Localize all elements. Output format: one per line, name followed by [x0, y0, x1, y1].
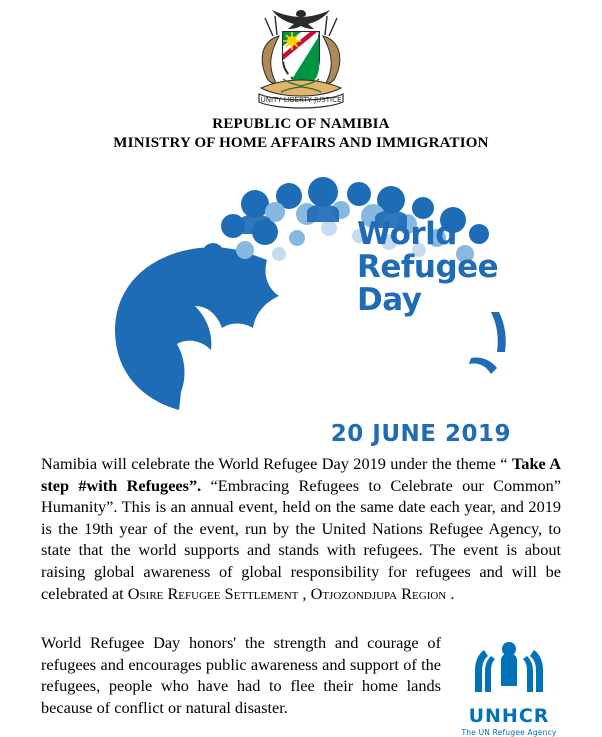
para1-theme-bold: Take A step #with Refugees”. [41, 454, 562, 495]
poster-title-line1: World [357, 216, 457, 252]
paragraph-two: World Refugee Day honors' the strength and courage of refugees and encourages public awareness and support of the refugees, people who have had to flee their home lands because of conflict or natural disaster. [41, 633, 441, 717]
bottom-section [41, 632, 561, 737]
svg-text:UNITY LIBERTY JUSTICE: UNITY LIBERTY JUSTICE [260, 96, 342, 104]
unhcr-hands-sheltering-person-icon [457, 636, 561, 703]
unhcr-logo [457, 632, 561, 737]
unhcr-wordmark: UNHCR [468, 705, 550, 728]
header-line-ministry: MINISTRY OF HOME AFFAIRS AND IMMIGRATION [113, 135, 489, 151]
crest-container [0, 0, 602, 114]
unhcr-tagline: The UN Refugee Agency [461, 728, 557, 737]
para1-segment-3: , [298, 583, 311, 603]
body-content [41, 453, 561, 604]
header-line-republic: REPUBLIC OF NAMIBIA [212, 116, 390, 132]
poster-title-line2: Refugee [357, 249, 499, 285]
paragraph-one [41, 453, 561, 604]
para1-place-settlement: Osire Refugee Settlement [127, 583, 299, 603]
poster-title-line3: Day [357, 282, 422, 318]
world-refugee-day-poster [67, 162, 535, 419]
para1-segment-1: Namibia will celebrate the World Refugee Day 2019 under the theme “ [41, 454, 512, 473]
para1-segment-4: . [446, 583, 455, 603]
event-date: 20 JUNE 2019 [330, 421, 511, 447]
poster-title [357, 218, 498, 317]
para1-place-region: Otjozondjupa Region [310, 583, 447, 603]
para1-segment-2: “Embracing Refugees to Celebrate our Common” Humanity”. This is an annual event, held on the same date each year, and 2019 is the 19th year of the event, run by the United Nations Refugee Agency, to state that the world supports and stands with refugees. The event is about raising global awareness of global responsibility for refugees and will be celebrated at [41, 475, 561, 603]
namibia-coat-of-arms-icon [243, 6, 359, 114]
